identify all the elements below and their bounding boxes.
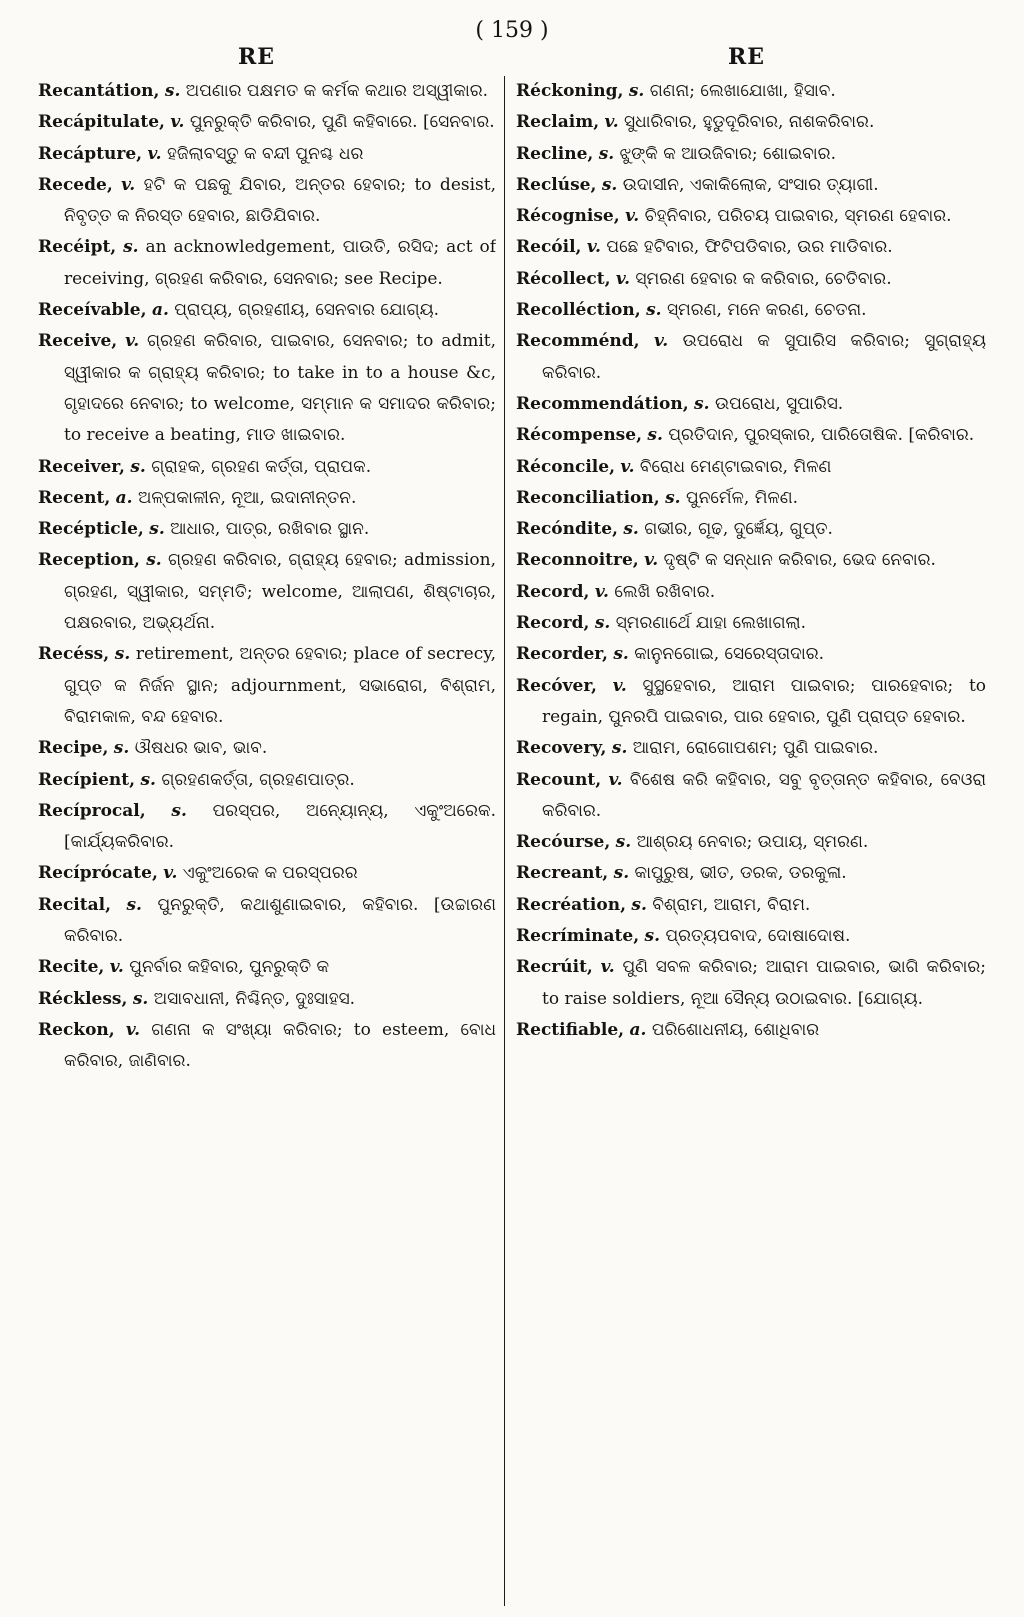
entry-part-of-speech: s. xyxy=(631,894,647,915)
entry-part-of-speech: s. xyxy=(628,81,645,101)
entry-definition: ପୁନର୍ମେଳ, ମିଳଣ. xyxy=(685,487,798,508)
left-column-header: RE xyxy=(238,44,276,70)
entry-definition: ସ୍ମରଣ, ମନେ କରଣ, ଚେତନା. xyxy=(666,300,867,321)
entry-headword: Recommendátion, xyxy=(516,393,689,414)
entry-headword: Recital, xyxy=(38,894,111,915)
dictionary-entry xyxy=(38,514,496,545)
entry-headword: Récollect, xyxy=(516,268,611,289)
dictionary-entry xyxy=(38,483,496,514)
entry-definition: ଔଷଧର ଭାବ, ଭାବ. xyxy=(134,738,268,759)
dictionary-entry xyxy=(38,984,496,1015)
entry-part-of-speech: s. xyxy=(132,988,149,1009)
dictionary-entry xyxy=(38,765,496,796)
entry-part-of-speech: v. xyxy=(594,581,609,602)
entry-headword: Réconcile, xyxy=(516,456,615,477)
dictionary-entry xyxy=(516,890,986,921)
dictionary-entry xyxy=(516,295,986,326)
dictionary-entry xyxy=(516,232,986,263)
entry-headword: Recede, xyxy=(38,174,113,195)
entry-definition: ଗଭୀର, ଗୂଢ, ଦୁର୍ଜ୍ଞେୟ, ଗୁପ୍ତ. xyxy=(644,519,833,540)
entry-part-of-speech: a. xyxy=(151,300,169,321)
entry-definition: ଅସାବଧାନୀ, ନିଶ୍ଚିନ୍ତ, ଦୁଃସାହସ. xyxy=(153,988,356,1009)
entry-headword: Recríminate, xyxy=(516,926,640,947)
entry-headword: Recipe, xyxy=(38,738,109,759)
dictionary-entry xyxy=(516,765,986,828)
dictionary-entry xyxy=(38,858,496,889)
entry-definition: ପୁଣି ସବଳ କରିବାର; ଆରାମ ପାଇବାର, ଭାଗି କରିବାର; to raise soldiers, ନୂଆ ସୈନ୍ୟ ଉଠାଇବାର. [ଯୋଗ୍ୟ. xyxy=(542,957,986,1009)
entry-definition: ଆଶ୍ରୟ ନେବାର; ଉପାୟ, ସ୍ମରଣ. xyxy=(636,832,869,853)
entry-part-of-speech: v. xyxy=(612,675,627,696)
entry-definition: ଲେଖି ରଖିବାର. xyxy=(614,581,716,602)
entry-part-of-speech: v. xyxy=(147,143,162,164)
dictionary-entry xyxy=(38,545,496,639)
dictionary-entry xyxy=(38,1015,496,1078)
dictionary-entry xyxy=(516,921,986,952)
page-number: ( 159 ) xyxy=(475,18,549,43)
entry-part-of-speech: v. xyxy=(644,550,659,571)
entry-part-of-speech: v. xyxy=(125,1019,140,1040)
entry-part-of-speech: v. xyxy=(654,331,669,352)
entry-headword: Reckon, xyxy=(38,1019,115,1040)
entry-definition: ଅପଣାର ପକ୍ଷମତ କ କର୍ମକ କଥାର ଅସ୍ୱୀକାର. xyxy=(185,81,489,101)
entry-part-of-speech: s. xyxy=(164,81,181,101)
entry-headword: Récompense, xyxy=(516,425,642,446)
entry-definition: ଗ୍ରହଣ କରିବାର, ଗ୍ରାହ୍ୟ ହେବାର; admission, ଗ୍ରହଣ, ସ୍ୱୀକାର, ସମ୍ମତି; welcome, ଆଲାପଣ, ଶିଷ୍ଟାଚାର, ପକ୍ଷରବାର, ଅଭ୍ୟର୍ଥନା. xyxy=(64,550,496,634)
entry-definition: ହଜିଲାବସ୍ତୁ କ ବନ୍ଦୀ ପୁନଶ୍ଚ ଧର xyxy=(167,143,364,164)
dictionary-entry xyxy=(516,326,986,389)
dictionary-entry xyxy=(38,890,496,953)
entry-definition: ଆରାମ, ରୋଗୋପଶମ; ପୁଣି ପାଇବାର. xyxy=(632,738,879,759)
entry-part-of-speech: a. xyxy=(115,487,133,508)
entry-part-of-speech: v. xyxy=(586,237,601,258)
entry-part-of-speech: v. xyxy=(615,268,630,289)
entry-part-of-speech: v. xyxy=(109,957,124,978)
left-column xyxy=(38,76,496,1606)
dictionary-entry xyxy=(516,170,986,201)
entry-headword: Receívable, xyxy=(38,300,147,321)
entry-part-of-speech: v. xyxy=(608,769,623,790)
entry-part-of-speech: s. xyxy=(623,519,639,540)
entry-headword: Recent, xyxy=(38,487,111,508)
dictionary-entry xyxy=(516,420,986,451)
entry-definition: ସୁଧାରିବାର, ହୁଡୁଦୂରିବାର, ନାଶକରିବାର. xyxy=(624,112,875,133)
entry-part-of-speech: s. xyxy=(146,550,162,571)
entry-headword: Record, xyxy=(516,613,590,634)
entry-part-of-speech: s. xyxy=(613,644,629,665)
entry-headword: Recápture, xyxy=(38,143,143,164)
entry-headword: Recreant, xyxy=(516,863,609,884)
dictionary-entry xyxy=(516,76,986,107)
entry-definition: ଗ୍ରାହକ, ଗ୍ରହଣ କର୍ତ୍ତା, ପ୍ରାପକ. xyxy=(151,456,372,477)
dictionary-entry xyxy=(38,232,496,295)
entry-definition: ବିଶ୍ରାମ, ଆରାମ, ବିରାମ. xyxy=(652,894,811,915)
entry-headword: Recantátion, xyxy=(38,81,160,101)
entry-part-of-speech: v. xyxy=(163,863,178,884)
entry-headword: Reclúse, xyxy=(516,174,597,195)
dictionary-entry xyxy=(516,452,986,483)
entry-part-of-speech: v. xyxy=(625,206,640,227)
entry-definition: ପଛେ ହଟିବାର, ଫିଟିପଡିବାର, ଉର ମାଡିବାର. xyxy=(606,237,893,258)
entry-headword: Recline, xyxy=(516,143,594,164)
entry-part-of-speech: s. xyxy=(171,800,187,821)
entry-definition: ଗ୍ରହଣ କରିବାର, ପାଇବାର, ସେନବାର; to admit, ସ୍ୱୀକାର କ ଗ୍ରାହ୍ୟ କରିବାର; to take in to a house &c, ଗୃହାଦରେ ନେବାର; to welcome, ସମ୍ମାନ କ ସମାଦର କରିବାର; to receive a beating, ମାଡ ଖାଇବାର. xyxy=(64,331,496,446)
entry-part-of-speech: v. xyxy=(170,112,185,133)
entry-part-of-speech: v. xyxy=(604,112,619,133)
entry-headword: Reconnoitre, xyxy=(516,550,639,571)
dictionary-entry xyxy=(38,733,496,764)
dictionary-entry xyxy=(516,514,986,545)
dictionary-entry xyxy=(38,139,496,170)
dictionary-entry xyxy=(516,952,986,1015)
entry-headword: Receiver, xyxy=(38,456,125,477)
dictionary-entry xyxy=(516,107,986,138)
entry-definition: ଗଣନା; ଲେଖାଯୋଖା, ହିସାବ. xyxy=(649,81,836,101)
entry-headword: Réckoning, xyxy=(516,81,624,101)
entry-headword: Recíprocal, xyxy=(38,800,146,821)
entry-part-of-speech: s. xyxy=(613,863,630,884)
column-divider xyxy=(504,76,505,1606)
dictionary-entry xyxy=(516,858,986,889)
entry-headword: Recréation, xyxy=(516,894,627,915)
entry-definition: ପ୍ରତ୍ୟପବାଦ, ଦୋଷାଦୋଷ. xyxy=(665,926,851,947)
entry-definition: ପ୍ରାପ୍ୟ, ଗ୍ରହଣୀୟ, ସେନବାର ଯୋଗ୍ୟ. xyxy=(174,300,440,321)
dictionary-entry xyxy=(38,796,496,859)
entry-headword: Record, xyxy=(516,581,590,602)
dictionary-entry xyxy=(38,295,496,326)
dictionary-entry xyxy=(516,577,986,608)
dictionary-entry xyxy=(516,671,986,734)
entry-part-of-speech: s. xyxy=(114,644,131,665)
entry-definition: ଗଣନା କ ସଂଖ୍ୟା କରିବାର; to esteem, ବୋଧ କରିବାର, ଜାଣିବାର. xyxy=(64,1019,496,1072)
entry-headword: Recéipt, xyxy=(38,237,117,258)
entry-headword: Récognise, xyxy=(516,206,620,227)
entry-definition: ବିରୋଧ ମେଣ୍ଟାଇବାର, ମିଳଣ xyxy=(639,456,832,477)
dictionary-entry xyxy=(516,264,986,295)
entry-definition: ଗ୍ରହଣକର୍ତ୍ତା, ଗ୍ରହଣପାତ୍ର. xyxy=(161,769,355,790)
entry-headword: Recípient, xyxy=(38,769,136,790)
entry-definition: ସ୍ମରଣ ହେବାର କ କରିବାର, ଚେତିବାର. xyxy=(635,268,892,289)
entry-headword: Recite, xyxy=(38,957,105,978)
dictionary-entry xyxy=(38,326,496,451)
entry-definition: ଚିହ୍ନିବାର, ପରିଚୟ ପାଇବାର, ସ୍ମରଣ ହେବାର. xyxy=(644,206,952,227)
entry-part-of-speech: s. xyxy=(646,300,662,321)
entry-part-of-speech: s. xyxy=(644,926,661,947)
entry-definition: ଉପରୋଧ କ ସୁପାରିସ କରିବାର; ସୁଗ୍ରାହ୍ୟ କରିବାର. xyxy=(542,331,986,383)
entry-headword: Reconciliation, xyxy=(516,487,660,508)
entry-headword: Reclaim, xyxy=(516,112,600,133)
entry-part-of-speech: s. xyxy=(611,738,628,759)
entry-headword: Recolléction, xyxy=(516,300,641,321)
entry-headword: Recóil, xyxy=(516,237,582,258)
entry-definition: କାପୁରୁଷ, ଭୀତ, ଡରକ, ଡରକୁଳା. xyxy=(634,863,847,884)
entry-headword: Receive, xyxy=(38,331,118,352)
entry-headword: Recomménd, xyxy=(516,331,640,352)
entry-headword: Rectifiable, xyxy=(516,1019,625,1040)
entry-headword: Recéss, xyxy=(38,644,110,665)
entry-definition: ପରିଶୋଧନୀୟ, ଶୋଧିବାର xyxy=(651,1019,820,1040)
dictionary-entry xyxy=(516,545,986,576)
entry-headword: Reception, xyxy=(38,550,140,571)
entry-headword: Recóndite, xyxy=(516,519,618,540)
entry-definition: ପୁନର୍ବାର କହିବାର, ପୁନରୁକ୍ତି କ xyxy=(129,957,330,978)
entry-part-of-speech: s. xyxy=(647,425,663,446)
dictionary-entry xyxy=(38,76,496,107)
entry-part-of-speech: a. xyxy=(629,1019,647,1040)
entry-part-of-speech: s. xyxy=(598,143,615,164)
entry-definition: ବିଶେଷ କରି କହିବାର, ସବୁ ବୃତ୍ତାନ୍ତ କହିବାର, ବେଓରା କରିବାର. xyxy=(542,769,986,821)
dictionary-entry xyxy=(516,608,986,639)
entry-part-of-speech: s. xyxy=(615,832,632,853)
entry-headword: Recápitulate, xyxy=(38,112,165,133)
dictionary-entry xyxy=(38,952,496,983)
entry-part-of-speech: s. xyxy=(130,456,146,477)
entry-part-of-speech: v. xyxy=(121,174,136,195)
entry-part-of-speech: v. xyxy=(600,957,615,978)
entry-headword: Recóver, xyxy=(516,675,597,696)
entry-definition: ସୁସ୍ଥହେବାର, ଆରାମ ପାଇବାର; ପାରହେବାର; to regain, ପୁନରପି ପାଇବାର, ପାର ହେବାର, ପୁଣି ପ୍ରାପ୍ତ ହେବାର. xyxy=(542,675,986,727)
entry-part-of-speech: s. xyxy=(149,519,165,540)
right-column xyxy=(516,76,986,1606)
dictionary-entry xyxy=(38,107,496,138)
entry-definition: ଦୃଷ୍ଟି କ ସନ୍ଧାନ କରିବାର, ଭେଦ ନେବାର. xyxy=(663,550,936,571)
dictionary-entry xyxy=(516,1015,986,1046)
entry-definition: an acknowledgement, ପାଉତି, ରସିଦ; act of receiving, ଗ୍ରହଣ କରିବାର, ସେନବାର; see Recipe. xyxy=(64,237,496,289)
entry-definition: କାନୁନଗୋଇ, ସେରେସ୍ତାଦାର. xyxy=(634,644,824,665)
dictionary-entry xyxy=(38,452,496,483)
entry-definition: ହଟି କ ପଛକୁ ଯିବାର, ଅନ୍ତର ହେବାର; to desist, ନିବୃତ୍ତ କ ନିରସ୍ତ ହେବାର, ଛାଡିଯିବାର. xyxy=(64,174,496,227)
entry-part-of-speech: s. xyxy=(665,487,681,508)
entry-headword: Recorder, xyxy=(516,644,608,665)
entry-definition: ପରସ୍ପର, ଅନ୍ୟୋନ୍ୟ, ଏକୁଂଅରେକ. [କାର୍ଯ୍ୟକରିବାର. xyxy=(64,800,496,853)
entry-part-of-speech: s. xyxy=(113,738,130,759)
dictionary-entry xyxy=(516,201,986,232)
entry-headword: Recíprócate, xyxy=(38,863,158,884)
dictionary-entry xyxy=(516,389,986,420)
entry-definition: ଝୁଙ୍କି କ ଆଉଜିବାର; ଶୋଇବାର. xyxy=(619,143,836,164)
entry-definition: ଏକୁଂଅରେକ କ ପରସ୍ପରର xyxy=(182,863,358,884)
entry-definition: ଉପରୋଧ, ସୁପାରିସ. xyxy=(714,393,844,414)
entry-part-of-speech: s. xyxy=(594,613,611,634)
entry-part-of-speech: s. xyxy=(140,769,156,790)
entry-definition: retirement, ଅନ୍ତର ହେବାର; place of secrecy, ଗୁପ୍ତ କ ନିର୍ଜନ ସ୍ଥାନ; adjournment, ସଭାରୋଗ, ବିଶ୍ରାମ, ବିରାମକାଳ, ବନ୍ଦ ହେବାର. xyxy=(64,644,496,727)
entry-part-of-speech: s. xyxy=(694,393,710,414)
dictionary-entry xyxy=(516,483,986,514)
entry-part-of-speech: s. xyxy=(123,237,139,258)
right-column-header: RE xyxy=(728,44,766,70)
dictionary-entry xyxy=(516,139,986,170)
entry-part-of-speech: v. xyxy=(125,331,140,352)
entry-headword: Recrúit, xyxy=(516,957,593,978)
entry-definition: ପୁନରୁକ୍ତି କରିବାର, ପୁଣି କହିବାରେ. [ସେନବାର. xyxy=(189,112,495,133)
dictionary-entry xyxy=(516,733,986,764)
entry-definition: ପ୍ରତିଦାନ, ପୁରସ୍କାର, ପାରିତୋଷିକ. [କରିବାର. xyxy=(668,425,975,446)
entry-definition: ସ୍ମରଣାର୍ଥେ ଯାହା ଲେଖାଗଲା. xyxy=(615,613,807,634)
entry-definition: ଆଧାର, ପାତ୍ର, ରଖିବାର ସ୍ଥାନ. xyxy=(170,519,370,540)
dictionary-entry xyxy=(38,639,496,733)
dictionary-entry xyxy=(38,170,496,233)
entry-headword: Recépticle, xyxy=(38,519,144,540)
entry-definition: ପୁନରୁକ୍ତି, କଥାଶୁଣାଇବାର, କହିବାର. [ଉଚ୍ଚାରଣ କରିବାର. xyxy=(64,894,496,947)
entry-headword: Recóurse, xyxy=(516,832,611,853)
entry-definition: ଅଳ୍ପକାଳୀନ, ନୂଆ, ଇଦାନୀନ୍ତନ. xyxy=(138,487,357,508)
dictionary-entry xyxy=(516,639,986,670)
entry-part-of-speech: v. xyxy=(620,456,635,477)
entry-part-of-speech: s. xyxy=(601,174,618,195)
entry-part-of-speech: s. xyxy=(126,894,142,915)
entry-definition: ଉଦାସୀନ, ଏକାକିଲୋକ, ସଂସାର ତ୍ୟାଗୀ. xyxy=(622,174,879,195)
entry-headword: Recount, xyxy=(516,769,602,790)
entry-headword: Recovery, xyxy=(516,738,607,759)
dictionary-entry xyxy=(516,827,986,858)
entry-headword: Réckless, xyxy=(38,988,128,1009)
